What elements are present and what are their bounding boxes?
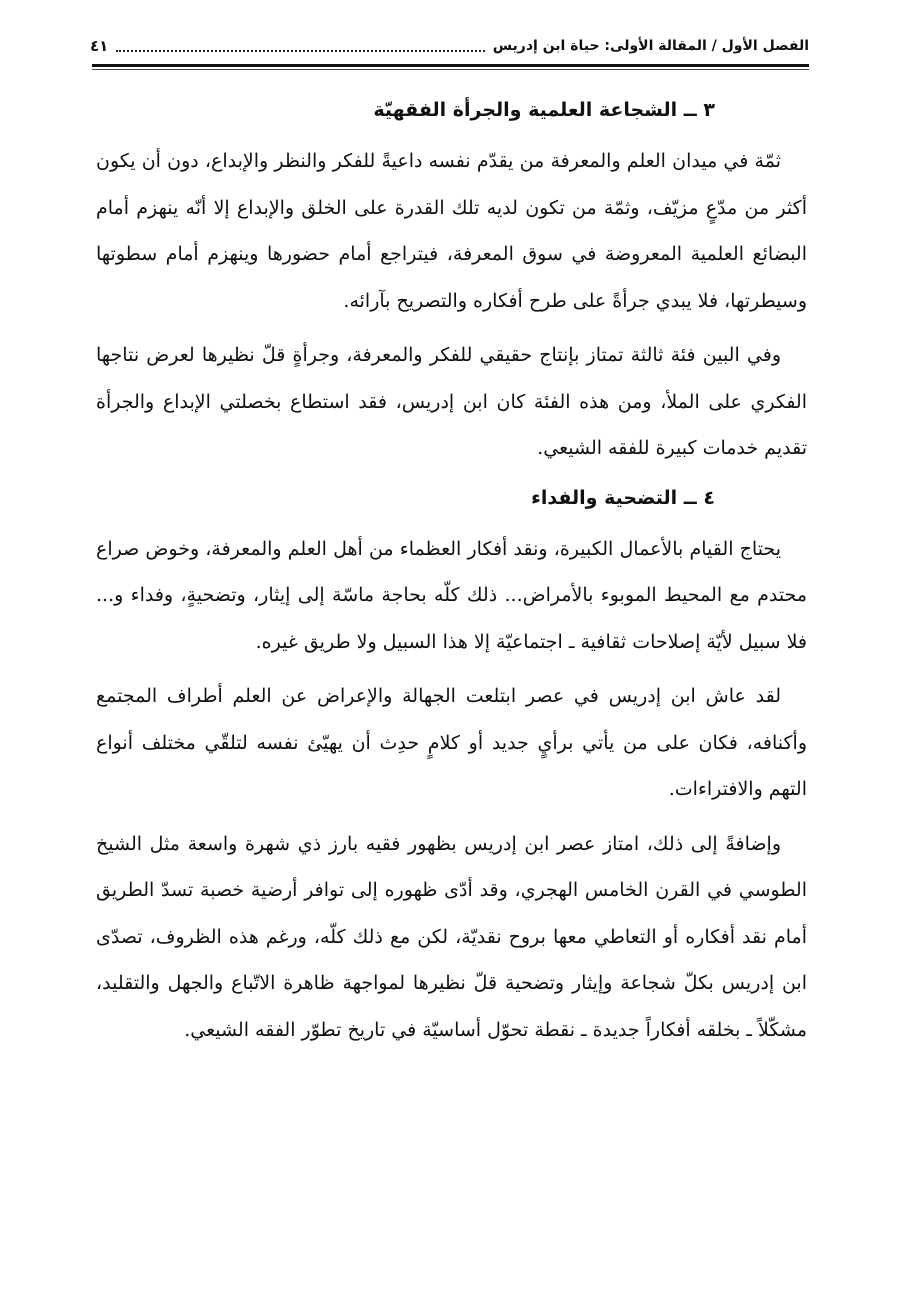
paragraph: وفي البين فئة ثالثة تمتاز بإنتاج حقيقي للفكر والمعرفة، وجرأةٍ قلّ نظيرها لعرض نتاجها الفكري على الملأ، ومن هذه الفئة كان ابن إدريس، فقد استطاع بخصلتي الإبداع والجرأة تقديم خدمات كبيرة للفقه الشيعي. — [96, 344, 807, 459]
section-heading-courage: ٣ ــ الشجاعة العلمية والجرأة الفقهيّة — [373, 99, 715, 121]
header-rule-thin — [92, 69, 809, 70]
header-title: الفصل الأول / المقالة الأولى: حياة ابن إدريس — [492, 38, 809, 54]
paragraph: يحتاج القيام بالأعمال الكبيرة، ونقد أفكار العظماء من أهل العلم والمعرفة، وخوض صراع محتدم مع المحيط الموبوء بالأمراض... ذلك كلّه بحاجة ماسّة إلى إيثار، وتضحيةٍ، وفداء و... فلا سبيل لأيّة إصلاحات ثقافية ـ اجتماعيّة إلا هذا السبيل ولا طريق غيره. — [96, 537, 807, 653]
header-rule — [92, 64, 809, 67]
header-dot-leader — [116, 40, 484, 52]
running-header — [90, 32, 809, 60]
page-body — [96, 92, 807, 1061]
paragraph: وإضافةً إلى ذلك، امتاز عصر ابن إدريس بظهور فقيه بارز ذي شهرة واسعة مثل الشيخ الطوسي في القرن الخامس الهجري، وقد أدّى ظهوره إلى توافر أرضية خصبة تسدّ الطريق أمام نقد أفكاره أو التعاطي معها بروح نقديّة، لكن مع ذلك كلّه، ورغم هذه الظروف، تصدّى ابن إدريس بكلّ شجاعة وإيثار وتضحية قلّ نظيرها لمواجهة ظاهرة الاتّباع والجهل والتقليد، مشكّلاً ـ بخلقه أفكاراً جديدة ـ نقطة تحوّل أساسيّة في تاريخ تطوّر الفقه الشيعي. — [96, 832, 808, 1041]
section-heading-sacrifice: ٤ ــ التضحية والفداء — [531, 486, 715, 509]
paragraph: ثمّة في ميدان العلم والمعرفة من يقدّم نفسه داعيةً للفكر والنظر والإبداع، دون أن يكون أكثر من مدّعٍ مزيّف، وثمّة من تكون لديه تلك القدرة على الخلق والإبداع إلا أنّه ينهزم أمام البضائع العلمية المعروضة في سوق المعرفة، فيتراجع أمام حضورها وينهزم أمام سطوتها وسيطرتها، فلا يبدي جرأةً على طرح أفكاره والتصريح بآرائه. — [96, 150, 807, 312]
page-number: ٤١ — [90, 37, 109, 55]
paragraph: لقد عاش ابن إدريس في عصر ابتلعت الجهالة والإعراض عن العلم أطراف المجتمع وأكنافه، فكان على من يأتي برأيٍ جديد أو كلامٍ حدِث أن يهيّئ نفسه لتلقّي مختلف أنواع التهم والافتراءات. — [96, 685, 807, 800]
